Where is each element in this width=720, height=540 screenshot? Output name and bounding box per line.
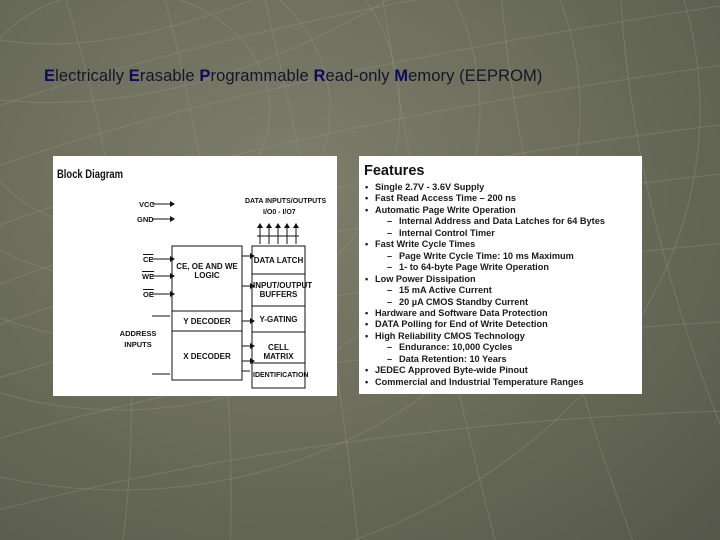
feature-item: • Automatic Page Write Operation (365, 205, 605, 216)
title-initial: E (128, 67, 140, 85)
box-cell-matrix-label: CELL MATRIX (263, 343, 294, 361)
feature-item: • JEDEC Approved Byte-wide Pinout (365, 365, 605, 376)
title-initial: R (313, 67, 326, 85)
feature-item: – Data Retention: 10 Years (365, 354, 605, 365)
pin-ce: $\overline{CE}$ (143, 255, 154, 264)
block-diagram-title: Block Diagram (57, 169, 124, 181)
box-data-latch-label: DATA LATCH (253, 256, 304, 265)
block-diagram-image (53, 156, 337, 396)
features-title: Features (364, 163, 425, 179)
feature-item: – Page Write Cycle Time: 10 ms Maximum (365, 251, 605, 262)
title-initial: M (394, 67, 409, 85)
features-list (365, 182, 605, 388)
title-word: lectrically (55, 67, 129, 85)
data-io-label: DATA INPUTS/OUTPUTS (245, 198, 327, 205)
pin-address-inputs: ADDRESS INPUTS (119, 329, 157, 349)
pin-we: $\overline{WE}$ (142, 272, 155, 281)
pin-oe: $\overline{OE}$ (143, 290, 154, 299)
feature-item: • Low Power Dissipation (365, 274, 605, 285)
feature-item: • Single 2.7V - 3.6V Supply (365, 182, 605, 193)
features-image (359, 156, 642, 394)
feature-item: – Internal Address and Data Latches for 64 Bytes (365, 216, 605, 227)
feature-item: • Commercial and Industrial Temperature Ranges (365, 377, 605, 388)
feature-item: • Hardware and Software Data Protection (365, 308, 605, 319)
feature-item: – 15 mA Active Current (365, 285, 605, 296)
feature-item: – Internal Control Timer (365, 228, 605, 239)
box-io-buffers-label: INPUT/OUTPUT BUFFERS (253, 281, 313, 299)
pin-vcc: VCC (139, 200, 155, 209)
title-word: rasable (139, 67, 200, 85)
title-word: rogrammable (210, 67, 314, 85)
pin-gnd: GND (137, 215, 154, 224)
title-word: ead-only (325, 67, 395, 85)
box-y-gating-label: Y-GATING (259, 315, 298, 324)
box-identification-label: IDENTIFICATION (253, 372, 309, 379)
feature-item: – 20 µA CMOS Standby Current (365, 297, 605, 308)
feature-item: • Fast Read Access Time – 200 ns (365, 193, 605, 204)
feature-item: • DATA Polling for End of Write Detection (365, 319, 605, 330)
title-initial: P (199, 67, 211, 85)
title-initial: E (44, 67, 56, 85)
io-range-label: I/O0 - I/O7 (263, 209, 296, 216)
box-logic-label: CE, OE AND WE LOGIC (176, 262, 238, 280)
feature-item: • High Reliability CMOS Technology (365, 331, 605, 342)
slide-title (44, 67, 542, 86)
title-word: emory (EEPROM) (408, 67, 543, 85)
feature-item: • Fast Write Cycle Times (365, 239, 605, 250)
feature-item: – 1- to 64-byte Page Write Operation (365, 262, 605, 273)
box-x-decoder-label: X DECODER (183, 352, 231, 361)
box-y-decoder-label: Y DECODER (183, 317, 231, 326)
feature-item: – Endurance: 10,000 Cycles (365, 342, 605, 353)
